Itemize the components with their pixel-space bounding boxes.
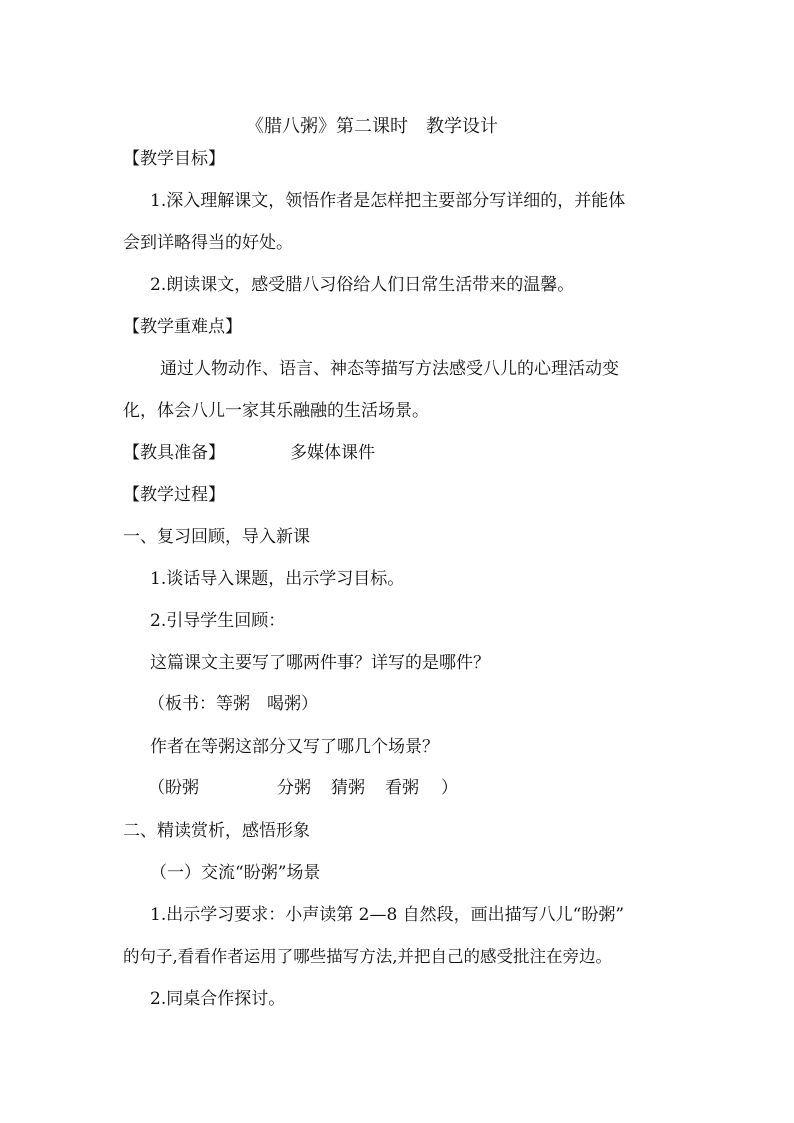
scene-3: 猜粥 <box>331 778 365 798</box>
key-points-heading: 【教学重难点】 <box>123 317 242 337</box>
section-1-title: 一、复习回顾，导入新课 <box>123 527 310 547</box>
key-points-line-2: 化，体会八儿一家其乐融融的生活场景。 <box>123 401 429 421</box>
scene-open: （盼粥 <box>148 778 199 798</box>
section-2-point-2: 2.同桌合作探讨。 <box>150 989 286 1009</box>
preparation-heading: 【教具准备】 <box>123 443 225 463</box>
objective-2: 2.朗读课文，感受腊八习俗给人们日常生活带来的温馨。 <box>150 275 575 295</box>
process-heading: 【教学过程】 <box>123 485 225 505</box>
scene-4: 看粥 <box>385 778 419 798</box>
section-2-point-1-line-1: 1.出示学习要求：小声读第 2—8 自然段，画出描写八儿“盼粥” <box>150 905 625 925</box>
section-1-step-2: 2.引导学生回顾： <box>150 611 286 631</box>
objective-1-line-1: 1.深入理解课文，领悟作者是怎样把主要部分写详细的，并能体 <box>150 191 626 211</box>
section-1-step-1: 1.谈话导入课题，出示学习目标。 <box>150 569 405 589</box>
section-2-point-1-line-2: 的句子,看看作者运用了哪些描写方法,并把自己的感受批注在旁边。 <box>123 947 612 966</box>
section-1-question-2: 作者在等粥这部分又写了哪几个场景？ <box>150 737 439 757</box>
objectives-heading: 【教学目标】 <box>123 149 225 169</box>
objective-1-line-2: 会到详略得当的好处。 <box>123 233 293 253</box>
section-2-title: 二、精读赏析，感悟形象 <box>123 821 310 841</box>
scene-close: ） <box>441 778 458 798</box>
key-points-line-1: 通过人物动作、语言、神态等描写方法感受八儿的心理活动变 <box>160 359 619 379</box>
section-1-question-1: 这篇课文主要写了哪两件事？详写的是哪件？ <box>150 653 490 673</box>
page-title: 《腊八粥》第二课时 教学设计 <box>246 116 498 137</box>
section-2-sub-1: （一）交流“盼粥”场景 <box>150 863 321 883</box>
board-note-1: （板书：等粥 喝粥） <box>148 694 318 714</box>
preparation-value: 多媒体课件 <box>290 443 375 463</box>
scene-list <box>148 777 458 799</box>
scene-2: 分粥 <box>277 778 311 798</box>
